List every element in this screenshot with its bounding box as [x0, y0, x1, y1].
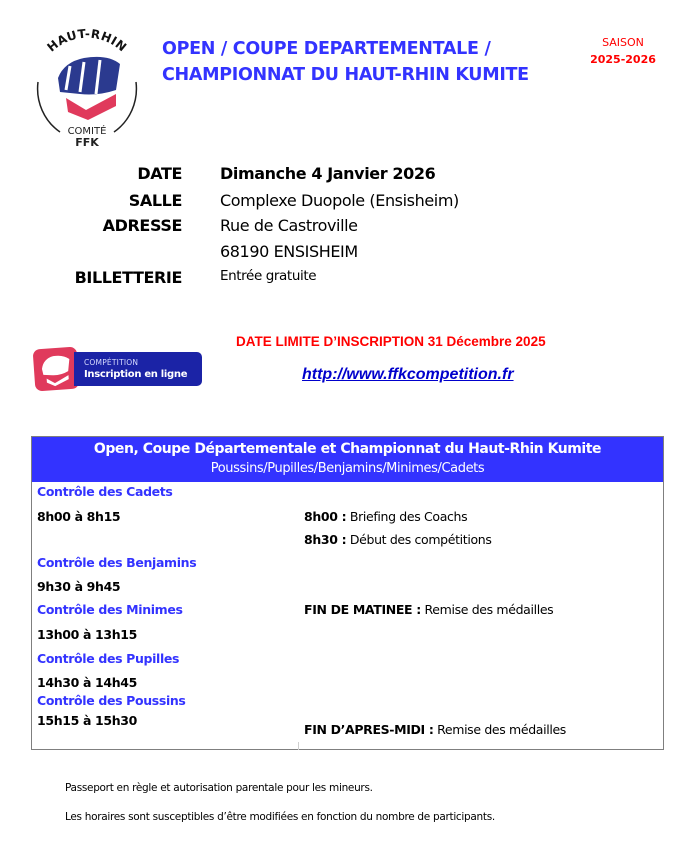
date-value: Dimanche 4 Janvier 2026	[220, 164, 436, 183]
season-block	[583, 34, 663, 68]
season-years: 2025-2026	[590, 53, 656, 66]
registration-deadline: DATE LIMITE D’INSCRIPTION 31 Décembre 2025	[236, 334, 546, 349]
badge-line-2: Inscription en ligne	[84, 369, 188, 380]
svg-text:HAUT-RHIN	[44, 27, 129, 55]
salle-value: Complexe Duopole (Ensisheim)	[220, 191, 459, 210]
title-line-2: CHAMPIONNAT DU HAUT-RHIN KUMITE	[162, 65, 529, 85]
control-label-cadets: Contrôle des Cadets	[37, 484, 173, 499]
comite-ffk-logo	[28, 22, 146, 152]
control-time-benjamins: 9h30 à 9h45	[37, 579, 121, 594]
registration-link[interactable]: http://www.ffkcompetition.fr	[302, 366, 514, 383]
event-briefing: 8h00 : Briefing des Coachs	[304, 509, 468, 524]
page-title	[162, 36, 582, 88]
note-schedule-change: Les horaires sont susceptibles d’être modifiées en fonction du nombre de participants.	[65, 811, 495, 823]
control-time-poussins: 15h15 à 15h30	[37, 713, 137, 728]
billetterie-label: BILLETTERIE	[74, 268, 182, 287]
badge-line-1: COMPÉTITION	[84, 358, 139, 367]
control-label-minimes: Contrôle des Minimes	[37, 602, 183, 617]
online-registration-badge[interactable]	[34, 346, 204, 392]
date-label: DATE	[137, 164, 182, 183]
event-start: 8h30 : Début des compétitions	[304, 532, 492, 547]
adresse-label: ADRESSE	[102, 216, 182, 235]
event-end-morning: FIN DE MATINEE : Remise des médailles	[304, 602, 554, 617]
schedule-table	[31, 436, 664, 750]
schedule-header	[32, 437, 663, 482]
logo-comite-text: COMITÉ	[67, 126, 107, 137]
schedule-title: Open, Coupe Départementale et Championnat du Haut-Rhin Kumite	[93, 441, 602, 457]
logo-ffk-text: FFK	[75, 136, 99, 149]
event-end-afternoon: FIN D’APRES-MIDI : Remise des médailles	[304, 722, 566, 737]
schedule-subtitle: Poussins/Pupilles/Benjamins/Minimes/Cadets	[210, 461, 485, 476]
title-line-1: OPEN / COUPE DEPARTEMENTALE /	[162, 39, 491, 59]
season-label: SAISON	[602, 36, 644, 49]
billetterie-value: Entrée gratuite	[220, 268, 317, 284]
control-label-benjamins: Contrôle des Benjamins	[37, 555, 197, 570]
adresse-line-1: Rue de Castroville	[220, 216, 358, 235]
control-time-cadets: 8h00 à 8h15	[37, 509, 121, 524]
control-time-minimes: 13h00 à 13h15	[37, 627, 137, 642]
fist-icon	[58, 57, 120, 120]
logo-graphic	[28, 22, 146, 152]
fist-icon	[33, 347, 80, 392]
control-label-poussins: Contrôle des Poussins	[37, 693, 186, 708]
column-divider	[298, 742, 299, 750]
salle-label: SALLE	[128, 191, 182, 210]
note-passport: Passeport en règle et autorisation parentale pour les mineurs.	[65, 782, 373, 794]
adresse-line-2: 68190 ENSISHEIM	[220, 242, 358, 261]
logo-top-text: HAUT-RHIN	[44, 26, 130, 55]
control-time-pupilles: 14h30 à 14h45	[37, 675, 137, 690]
control-label-pupilles: Contrôle des Pupilles	[37, 651, 180, 666]
